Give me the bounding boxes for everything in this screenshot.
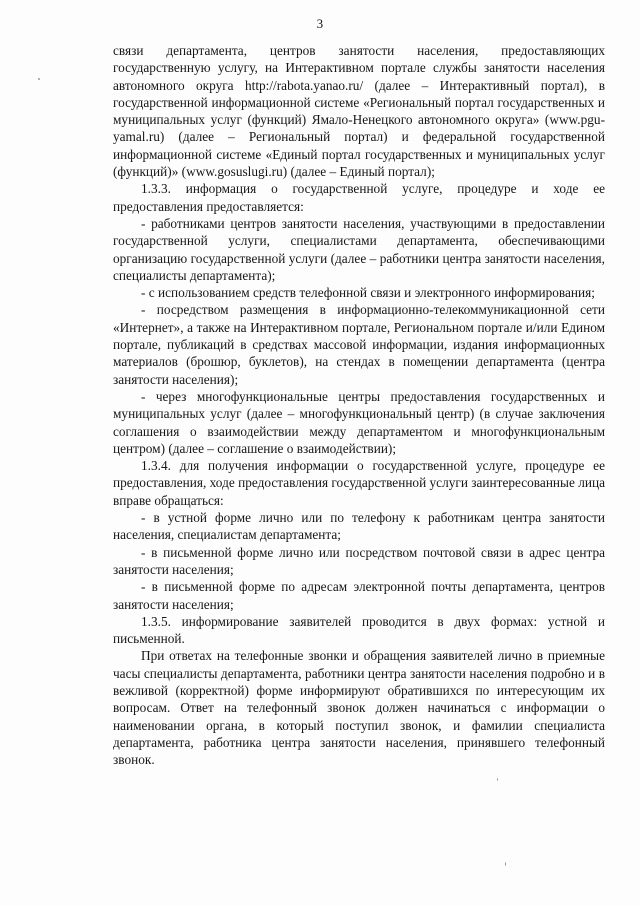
paragraph-continuation-portals: связи департамента, центров занятости населения, предоставляющих государственную услугу, на Интерактивном портале службы занятости населения автономного округа http://rabota.yanao.ru/ (далее – Интерактивный портал), в государственной информационной системе «Региональный портал государственных и муниципальных услуг (функций) Ямало-Ненецкого автономного округа» (www.pgu-yamal.ru) (далее – Региональный портал) и федеральной государственной информационной системе «Единый портал государственных и муниципальных услуг (функций)» (www.gosuslugi.ru) (далее – Единый портал);: [113, 43, 605, 180]
list-item-mfc: - через многофункциональные центры предоставления государственных и муниципальных услуг (далее – многофункциональный центр) (в случае заключения соглашения о взаимодействии между департаментом и многофункциональным центром) (далее – соглашение о взаимодействии);: [113, 388, 605, 456]
paragraph-phone-answers: При ответах на телефонные звонки и обращения заявителей лично в приемные часы специалисты департамента, работники центра занятости населения подробно и в вежливой (корректной) форме информируют обратившихся по интересующим их вопросам. Ответ на телефонный звонок должен начинаться с информации о наименовании органа, в который поступил звонок, и фамилии специалиста департамента, работника центра занятости населения, принявшего телефонный звонок.: [113, 648, 605, 768]
list-item-oral: - в устной форме лично или по телефону к работникам центра занятости населения, специалистам департамента;: [113, 510, 605, 543]
page-number: 3: [316, 16, 324, 31]
scan-artifact-dot: [505, 862, 506, 866]
paragraph-1-3-5: 1.3.5. информирование заявителей проводится в двух формах: устной и письменной.: [113, 613, 605, 647]
paragraph-1-3-4: 1.3.4. для получения информации о государственной услуге, процедуре ее предоставления, ходе предоставления государственной услуги заинтересованные лица вправе обращаться:: [113, 458, 605, 508]
scan-artifact-dot: [38, 78, 40, 80]
list-item-written-post: - в письменной форме лично или посредством почтовой связи в адрес центра занятости населения;: [113, 544, 605, 577]
document-body: [113, 42, 605, 768]
paragraph-1-3-3: 1.3.3. информация о государственной услуге, процедуре и ходе ее предоставления предоставляется:: [113, 181, 605, 214]
list-item-employees: - работниками центров занятости населения, участвующими в предоставлении государственной услуги, специалистами департамента, обеспечивающими организацию государственной услуги (далее – работники центра занятости населения, специалисты департамента);: [113, 215, 605, 283]
list-item-written-email: - в письменной форме по адресам электронной почты департамента, центров занятости населения;: [113, 579, 605, 612]
scan-artifact-dot: [497, 778, 498, 781]
list-item-internet: - посредством размещения в информационно-телекоммуникационной сети «Интернет», а также на Интерактивном портале, Региональном портале и/или Едином портале, публикаций в средствах массовой информации, издания информационных материалов (брошюр, буклетов), на стендах в помещении департамента (центра занятости населения);: [113, 302, 605, 387]
list-item-telephone: - с использованием средств телефонной связи и электронного информирования;: [141, 285, 595, 301]
